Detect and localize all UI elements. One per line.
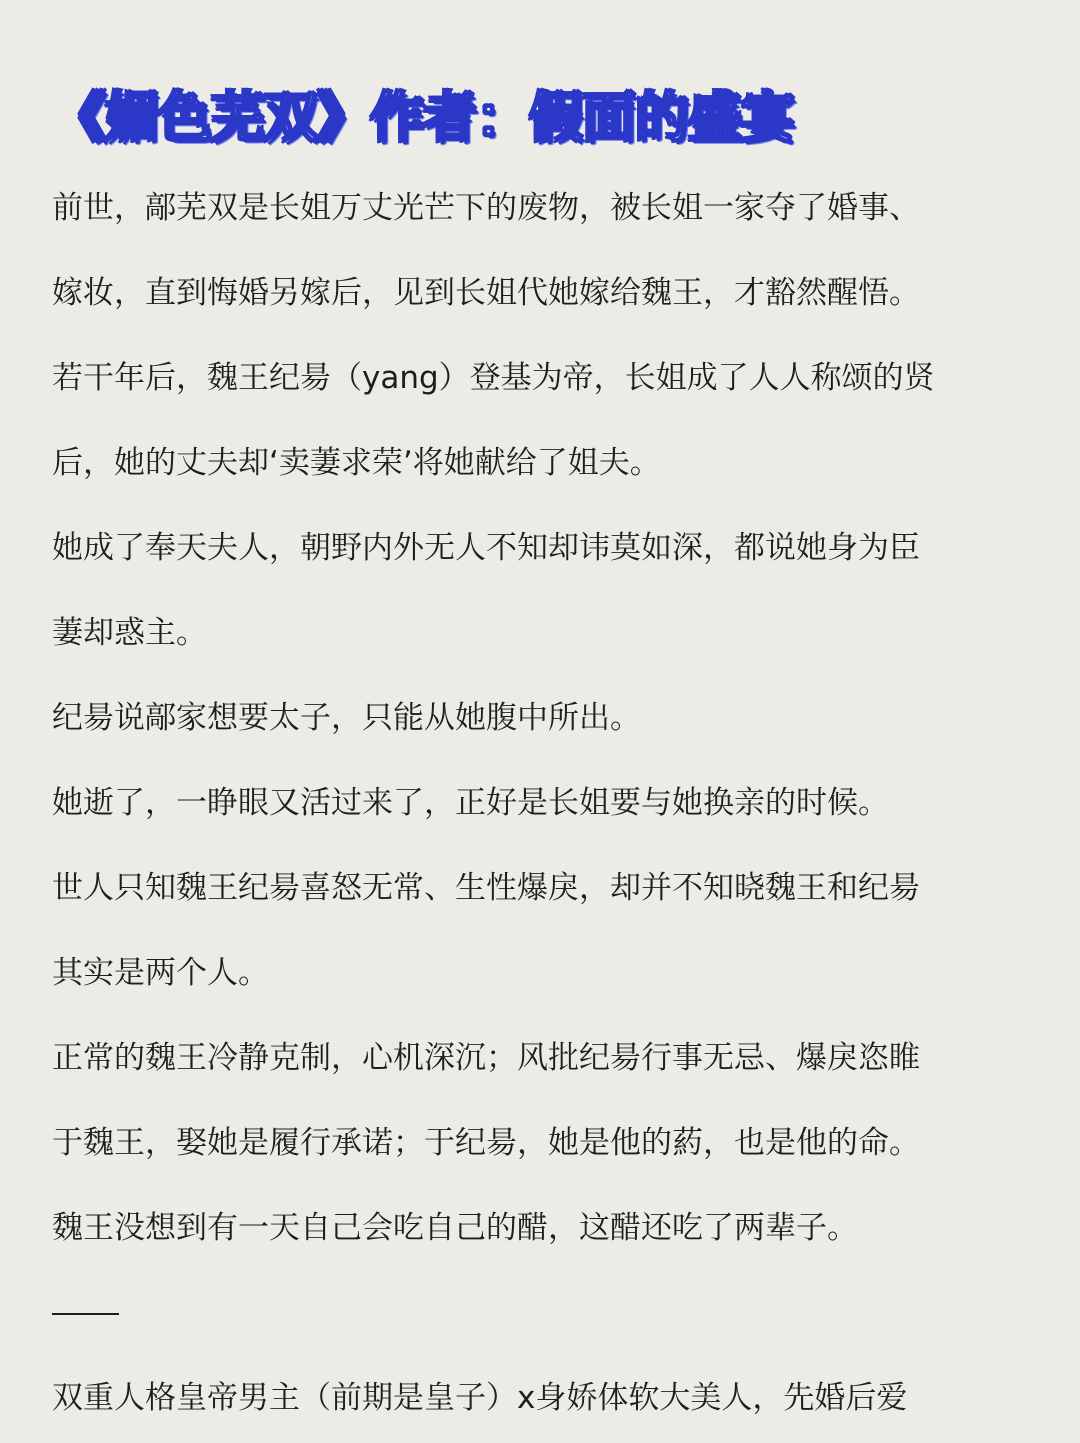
synopsis-line: 若干年后，魏王纪昜（yang）登基为帝，长姐成了人人称颂的贤 <box>52 360 935 396</box>
synopsis-line: 萋却惑主。 <box>52 615 207 651</box>
book-title: 《媚色芜双》作者：假面的盛宴 <box>52 86 794 149</box>
synopsis-line: 于魏王，娶她是履行承诺；于纪昜，她是他的葯，也是他的命。 <box>52 1125 920 1161</box>
synopsis-line: 她逝了，一睁眼又活过来了，正好是长姐要与她换亲的时候。 <box>52 785 889 821</box>
synopsis-line: 前世，鄗芜双是长姐万丈光芒下的废物，被长姐一家夺了婚事、 <box>52 190 920 226</box>
synopsis-line: 嫁妆，直到悔婚另嫁后，见到长姐代她嫁给魏王，才豁然醒悟。 <box>52 275 920 311</box>
synopsis-line: 纪昜说鄗家想要太子，只能从她腹中所出。 <box>52 700 641 736</box>
synopsis-line: 后，她的丈夫却‘卖萋求荣’将她献给了姐夫。 <box>52 445 661 481</box>
tagline: 双重人格皇帝男主（前期是皇子）x身娇体软大美人，先婚后爱 <box>52 1380 908 1416</box>
divider-line <box>52 1313 119 1315</box>
synopsis-line: 她成了奉天夫人，朝野内外无人不知却讳莫如深，都说她身为臣 <box>52 530 920 566</box>
synopsis-line: 世人只知魏王纪昜喜怒无常、生性爆戾，却并不知晓魏王和纪昜 <box>52 870 920 906</box>
synopsis-line: 正常的魏王冷静克制，心机深沉；风批纪昜行事无忌、爆戾恣睢 <box>52 1040 920 1076</box>
synopsis-line: 其实是两个人。 <box>52 955 269 991</box>
section-divider <box>52 1271 1042 1356</box>
synopsis-line: 魏王没想到有一天自己会吃自己的醋，这醋还吃了两辈子。 <box>52 1210 858 1246</box>
synopsis-body <box>52 166 1042 1441</box>
